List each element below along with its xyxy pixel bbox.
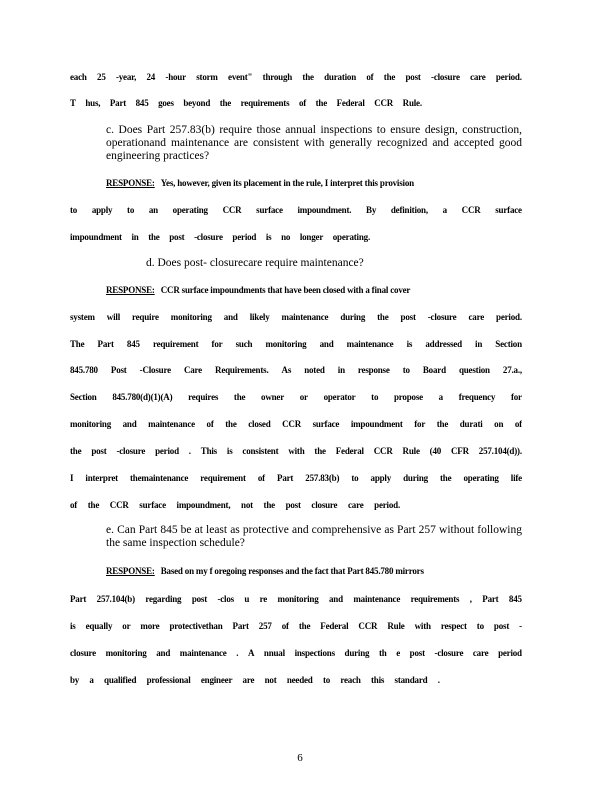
- word: hus,: [85, 98, 101, 108]
- word: monitoring: [265, 339, 307, 349]
- word: I: [70, 473, 74, 483]
- word: question: [458, 365, 490, 375]
- word: and: [223, 312, 238, 322]
- word: impoundment,: [176, 500, 231, 510]
- response-label: RESPONSE:: [106, 285, 155, 295]
- word: CFR: [450, 446, 469, 456]
- word: the: [383, 72, 396, 82]
- text-line: [70, 392, 522, 402]
- word: requirement: [200, 473, 246, 483]
- response-label: RESPONSE:: [106, 178, 155, 188]
- word: Federal: [320, 621, 349, 631]
- word: life: [510, 473, 522, 483]
- word: regarding: [145, 594, 182, 604]
- word: surface: [495, 205, 522, 215]
- word: post: [493, 621, 510, 631]
- word: in: [131, 232, 139, 242]
- word: period.: [496, 312, 522, 322]
- word: standard: [394, 675, 428, 685]
- word: needed: [286, 675, 313, 685]
- word: operator: [323, 392, 356, 402]
- word: goes: [158, 98, 174, 108]
- word: 24: [146, 72, 156, 82]
- word: Rule: [402, 446, 420, 456]
- word: not: [241, 500, 253, 510]
- word: to: [351, 473, 359, 483]
- word: or: [299, 392, 308, 402]
- text-line: [70, 98, 422, 108]
- word: qualified: [104, 675, 137, 685]
- question-c: c. Does Part 257.83(b) require those annual inspections to ensure design, construction, operationand maintenance are consistent with generally recognized and accepted good engineering practices?: [106, 124, 522, 162]
- word: and: [319, 339, 334, 349]
- word: 845: [126, 339, 140, 349]
- word: an: [148, 205, 158, 215]
- word: T: [70, 98, 76, 108]
- word: 845.780(d)(1)(A): [112, 392, 173, 402]
- word: post: [409, 648, 425, 658]
- word: Part: [232, 621, 249, 631]
- word: Part: [70, 594, 87, 604]
- word: Federal: [335, 446, 364, 456]
- word: definition,: [390, 205, 428, 215]
- word: the: [315, 98, 328, 108]
- word: Federal: [336, 98, 365, 108]
- word: ,: [469, 594, 472, 604]
- word: on: [494, 419, 504, 429]
- word: addressed: [425, 339, 462, 349]
- word: Part: [109, 98, 127, 108]
- word: 257.104(b): [96, 594, 135, 604]
- word: monitoring: [277, 594, 319, 604]
- word: during: [340, 312, 366, 322]
- word: monitoring: [70, 419, 112, 429]
- word: the: [148, 232, 160, 242]
- word: 845: [508, 594, 522, 604]
- word: period: [498, 648, 522, 658]
- word: not: [264, 675, 277, 685]
- word: 845: [135, 98, 149, 108]
- word: a: [438, 392, 443, 402]
- word: 257: [258, 621, 272, 631]
- word: -closure: [427, 312, 457, 322]
- word: equally: [85, 621, 113, 631]
- word: through: [262, 72, 293, 82]
- word: interpret: [85, 473, 118, 483]
- word: noted: [304, 365, 325, 375]
- word: 257.83(b): [305, 473, 340, 483]
- word: maintenance: [281, 312, 329, 322]
- word: of: [257, 473, 265, 483]
- word: for: [510, 392, 522, 402]
- word: -closure: [434, 648, 464, 658]
- word: monitoring: [170, 312, 212, 322]
- word: of: [366, 72, 374, 82]
- word: are: [242, 675, 255, 685]
- word: care: [472, 648, 489, 658]
- word: the: [263, 500, 275, 510]
- word: -closure: [194, 232, 223, 242]
- word: response: [357, 365, 390, 375]
- word: Section: [70, 392, 97, 402]
- word: CCR: [282, 419, 302, 429]
- word: closed: [248, 419, 271, 429]
- word: requires: [188, 392, 219, 402]
- text-line: [70, 72, 522, 82]
- word: owner: [261, 392, 285, 402]
- word: or: [122, 621, 131, 631]
- word: durati: [459, 419, 483, 429]
- word: -closure: [116, 446, 146, 456]
- word: period.: [495, 72, 522, 82]
- word: Section: [495, 339, 522, 349]
- text-line: [70, 339, 522, 349]
- word: of: [281, 621, 289, 631]
- word: By: [366, 205, 377, 215]
- word: post: [400, 312, 416, 322]
- word: of: [70, 500, 78, 510]
- word: Rule: [387, 621, 405, 631]
- word: in: [475, 339, 483, 349]
- word: duration: [324, 72, 357, 82]
- word: the: [225, 419, 237, 429]
- word: of: [298, 98, 307, 108]
- word: CCR: [222, 205, 242, 215]
- word: maintenance: [179, 648, 227, 658]
- text-line: [70, 621, 522, 631]
- text-line: [70, 473, 522, 483]
- word: surface: [256, 205, 283, 215]
- word: CCR: [358, 621, 378, 631]
- text-line: [70, 594, 522, 604]
- word: is: [226, 446, 233, 456]
- word: the: [233, 392, 246, 402]
- word: A: [247, 648, 255, 658]
- response-line: RESPONSE: Yes, however, given its placement in the rule, I interpret this provision: [106, 178, 414, 188]
- word: inspections: [294, 648, 335, 658]
- word: Part: [277, 473, 294, 483]
- word: protectivethan: [169, 621, 223, 631]
- word: with: [414, 621, 431, 631]
- word: Requirements.: [215, 365, 269, 375]
- word: care: [347, 500, 364, 510]
- word: Care: [183, 365, 202, 375]
- word: nnual: [263, 648, 285, 658]
- word: period: [232, 232, 257, 242]
- word: impoundment: [350, 419, 403, 429]
- word: of: [206, 419, 214, 429]
- word: -clos: [217, 594, 234, 604]
- word: closure: [70, 648, 96, 658]
- word: storm: [196, 72, 218, 82]
- word: the: [377, 312, 389, 322]
- word: a: [442, 205, 447, 215]
- word: -hour: [165, 72, 186, 82]
- word: 27.a.,: [502, 365, 522, 375]
- word: th: [378, 648, 387, 658]
- word: to: [371, 392, 379, 402]
- word: post: [91, 446, 107, 456]
- word: and: [156, 648, 171, 658]
- word: this: [371, 675, 385, 685]
- word: to: [322, 675, 331, 685]
- word: period.: [374, 500, 400, 510]
- word: the: [302, 72, 314, 82]
- word: impoundment: [70, 232, 122, 242]
- question-e: e. Can Part 845 be at least as protective and comprehensive as Part 257 without following the same inspection schedule?: [106, 524, 522, 549]
- word: maintenance: [353, 594, 401, 604]
- word: the: [219, 98, 232, 108]
- text-line: [70, 500, 400, 510]
- word: 845.780: [70, 365, 98, 375]
- word: Part: [97, 339, 114, 349]
- word: no: [281, 232, 291, 242]
- text-line: [70, 675, 440, 685]
- word: CCR: [373, 446, 393, 456]
- word: re: [259, 594, 268, 604]
- word: for: [414, 419, 426, 429]
- word: surface: [312, 419, 340, 429]
- word: event": [228, 72, 253, 82]
- word: to: [127, 205, 135, 215]
- word: post: [285, 500, 301, 510]
- word: post: [405, 72, 421, 82]
- word: themaintenance: [130, 473, 189, 483]
- word: the: [314, 446, 326, 456]
- text-line: [70, 312, 522, 322]
- word: respect: [440, 621, 467, 631]
- word: consistent: [242, 446, 279, 456]
- word: operating.: [332, 232, 370, 242]
- word: by: [70, 675, 80, 685]
- word: the: [70, 446, 82, 456]
- word: .: [188, 446, 191, 456]
- word: u: [244, 594, 250, 604]
- word: propose: [394, 392, 423, 402]
- text-line: [70, 419, 522, 429]
- word: reach: [340, 675, 361, 685]
- word: and: [328, 594, 343, 604]
- word: maintenance: [148, 419, 195, 429]
- word: period: [155, 446, 179, 456]
- word: beyond: [183, 98, 211, 108]
- word: will: [106, 312, 120, 322]
- word: longer: [299, 232, 324, 242]
- word: requirements: [240, 98, 290, 108]
- word: care: [468, 312, 485, 322]
- word: of: [514, 419, 522, 429]
- word: Board: [422, 365, 446, 375]
- word: closure: [311, 500, 338, 510]
- response-line: RESPONSE: CCR surface impoundments that have been closed with a final cover: [106, 285, 411, 295]
- word: impoundment.: [297, 205, 352, 215]
- word: and: [122, 419, 137, 429]
- word: 257.104(d)).: [478, 446, 522, 456]
- word: is: [406, 339, 413, 349]
- word: apply: [91, 205, 113, 215]
- word: the: [440, 473, 452, 483]
- word: care: [470, 72, 486, 82]
- word: monitoring: [105, 648, 147, 658]
- word: professional: [146, 675, 191, 685]
- word: -Closure: [139, 365, 171, 375]
- word: is: [70, 621, 76, 631]
- response-line: RESPONSE: Based on my f oregoing responses and the fact that Part 845.780 mirrors: [106, 566, 424, 576]
- word: such: [235, 339, 253, 349]
- word: to: [402, 365, 410, 375]
- word: the: [87, 500, 100, 510]
- word: -year,: [115, 72, 137, 82]
- text-line: [70, 365, 522, 375]
- word: The: [70, 339, 85, 349]
- word: Part: [482, 594, 499, 604]
- word: operating: [463, 473, 499, 483]
- word: the: [436, 419, 449, 429]
- word: system: [70, 312, 95, 322]
- word: .: [236, 648, 239, 658]
- response-label: RESPONSE:: [106, 566, 155, 576]
- word: the: [298, 621, 311, 631]
- word: Rule.: [402, 98, 422, 108]
- word: require: [132, 312, 159, 322]
- word: to: [476, 621, 484, 631]
- word: for: [211, 339, 223, 349]
- word: during: [403, 473, 428, 483]
- word: maintenance: [346, 339, 394, 349]
- word: operating: [172, 205, 208, 215]
- text-line: [70, 648, 522, 658]
- word: is: [265, 232, 272, 242]
- word: Post: [110, 365, 127, 375]
- word: surface: [139, 500, 166, 510]
- word: with: [288, 446, 305, 456]
- word: a: [89, 675, 94, 685]
- word: CCR: [461, 205, 481, 215]
- word: frequency: [458, 392, 496, 402]
- word: each: [70, 72, 87, 82]
- word: CCR: [374, 98, 394, 108]
- word: (40: [429, 446, 442, 456]
- word: -: [519, 621, 522, 631]
- text-line: [70, 446, 522, 456]
- word: post: [169, 232, 185, 242]
- word: to: [70, 205, 78, 215]
- text-line: [70, 232, 370, 242]
- word: .: [437, 675, 440, 685]
- word: in: [337, 365, 345, 375]
- word: post: [191, 594, 208, 604]
- text-line: [70, 205, 522, 215]
- word: requirement: [152, 339, 199, 349]
- word: CCR: [109, 500, 129, 510]
- page-number: 6: [297, 752, 303, 764]
- word: e: [396, 648, 401, 658]
- word: during: [344, 648, 370, 658]
- word: requirements: [410, 594, 460, 604]
- word: apply: [370, 473, 392, 483]
- word: -closure: [431, 72, 460, 82]
- word: engineer: [200, 675, 233, 685]
- word: more: [140, 621, 160, 631]
- word: 25: [97, 72, 106, 82]
- question-d: d. Does post- closurecare require maintenance?: [146, 257, 364, 269]
- word: As: [281, 365, 292, 375]
- word: This: [200, 446, 217, 456]
- word: likely: [249, 312, 270, 322]
